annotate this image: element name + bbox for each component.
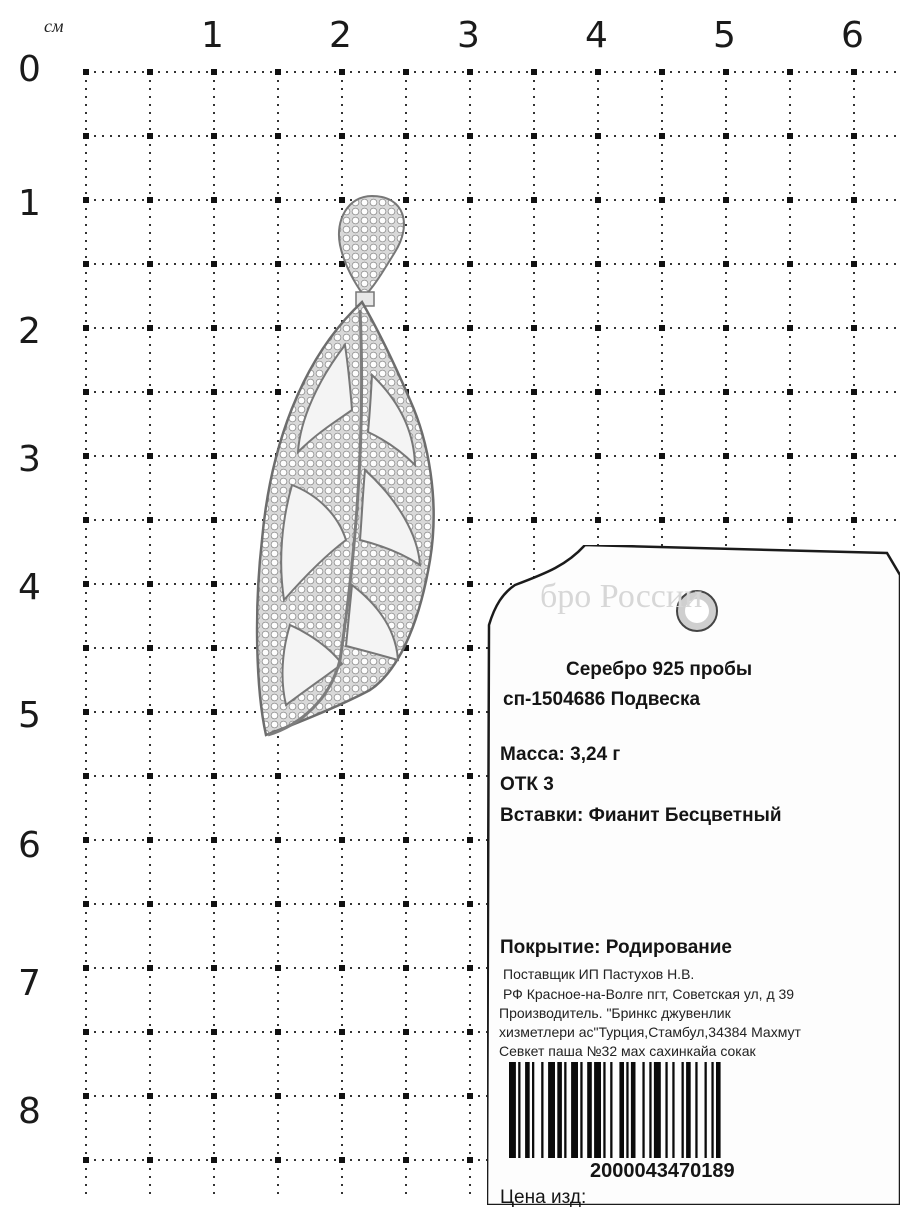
barcode-bar (564, 1062, 566, 1158)
barcode-bar (619, 1062, 624, 1158)
tag-producer-1: Производитель. "Бринкс джувенлик (499, 1005, 731, 1021)
barcode-bar (686, 1062, 691, 1158)
x-axis-label: 4 (585, 15, 608, 56)
barcode-bar (518, 1062, 520, 1158)
x-axis-label: 6 (841, 15, 864, 56)
y-axis-label: 4 (18, 567, 41, 608)
y-axis-label: 0 (18, 49, 41, 90)
barcode-bar (682, 1062, 684, 1158)
barcode-bar (557, 1062, 562, 1158)
barcode-bar (695, 1062, 697, 1158)
barcode-bar (672, 1062, 674, 1158)
barcode-bar (654, 1062, 661, 1158)
y-axis-label: 1 (18, 183, 41, 224)
barcode-bar (642, 1062, 644, 1158)
unit-label: см (44, 16, 64, 36)
barcode-bar (587, 1062, 592, 1158)
price-label: Цена изд: (500, 1187, 587, 1208)
barcode-bar (571, 1062, 578, 1158)
barcode-number: 2000043470189 (590, 1160, 735, 1182)
barcode-bar (532, 1062, 534, 1158)
tag-coating: Покрытие: Родирование (500, 937, 732, 958)
x-axis-label: 1 (201, 15, 224, 56)
barcode-bar (525, 1062, 530, 1158)
y-axis-label: 7 (18, 963, 41, 1004)
tag-address: РФ Красное-на-Волге пгт, Советская ул, д 39 (503, 986, 795, 1002)
barcode-bar (649, 1062, 651, 1158)
y-axis-label: 3 (18, 439, 41, 480)
y-axis-label: 6 (18, 825, 41, 866)
barcode-bar (580, 1062, 582, 1158)
barcode-bar (665, 1062, 667, 1158)
barcode-bar (603, 1062, 605, 1158)
tag-producer-3: Севкет паша №32 мах сахинкайа сокак (499, 1043, 756, 1057)
x-axis-label: 3 (457, 15, 480, 56)
watermark: бро России (540, 578, 703, 615)
tag-otk: ОТК 3 (500, 774, 554, 795)
barcode (509, 1062, 842, 1158)
barcode-bar (594, 1062, 601, 1158)
barcode-bar (548, 1062, 555, 1158)
y-axis-label: 8 (18, 1091, 41, 1132)
tag-metal: Серебро 925 пробы (566, 659, 753, 680)
barcode-bar (631, 1062, 636, 1158)
tag-mass: Масса: 3,24 г (500, 744, 621, 765)
barcode-bar (716, 1062, 721, 1158)
barcode-bar (509, 1062, 516, 1158)
tag-inserts: Вставки: Фианит Бесцветный (500, 805, 782, 826)
barcode-bar (541, 1062, 543, 1158)
tag-producer-2: хизметлери ас"Турция,Стамбул,34384 Махмут (499, 1024, 801, 1040)
barcode-bar (705, 1062, 707, 1158)
y-axis-label: 2 (18, 311, 41, 352)
tag-article: сп-1504686 Подвеска (503, 689, 701, 710)
tag-supplier: Поставщик ИП Пастухов Н.В. (503, 966, 695, 982)
y-axis-label: 5 (18, 695, 41, 736)
barcode-bar (610, 1062, 612, 1158)
barcode-bar (626, 1062, 628, 1158)
x-axis-label: 2 (329, 15, 352, 56)
x-axis-label: 5 (713, 15, 736, 56)
pendant-bail (339, 196, 404, 296)
barcode-bar (711, 1062, 713, 1158)
